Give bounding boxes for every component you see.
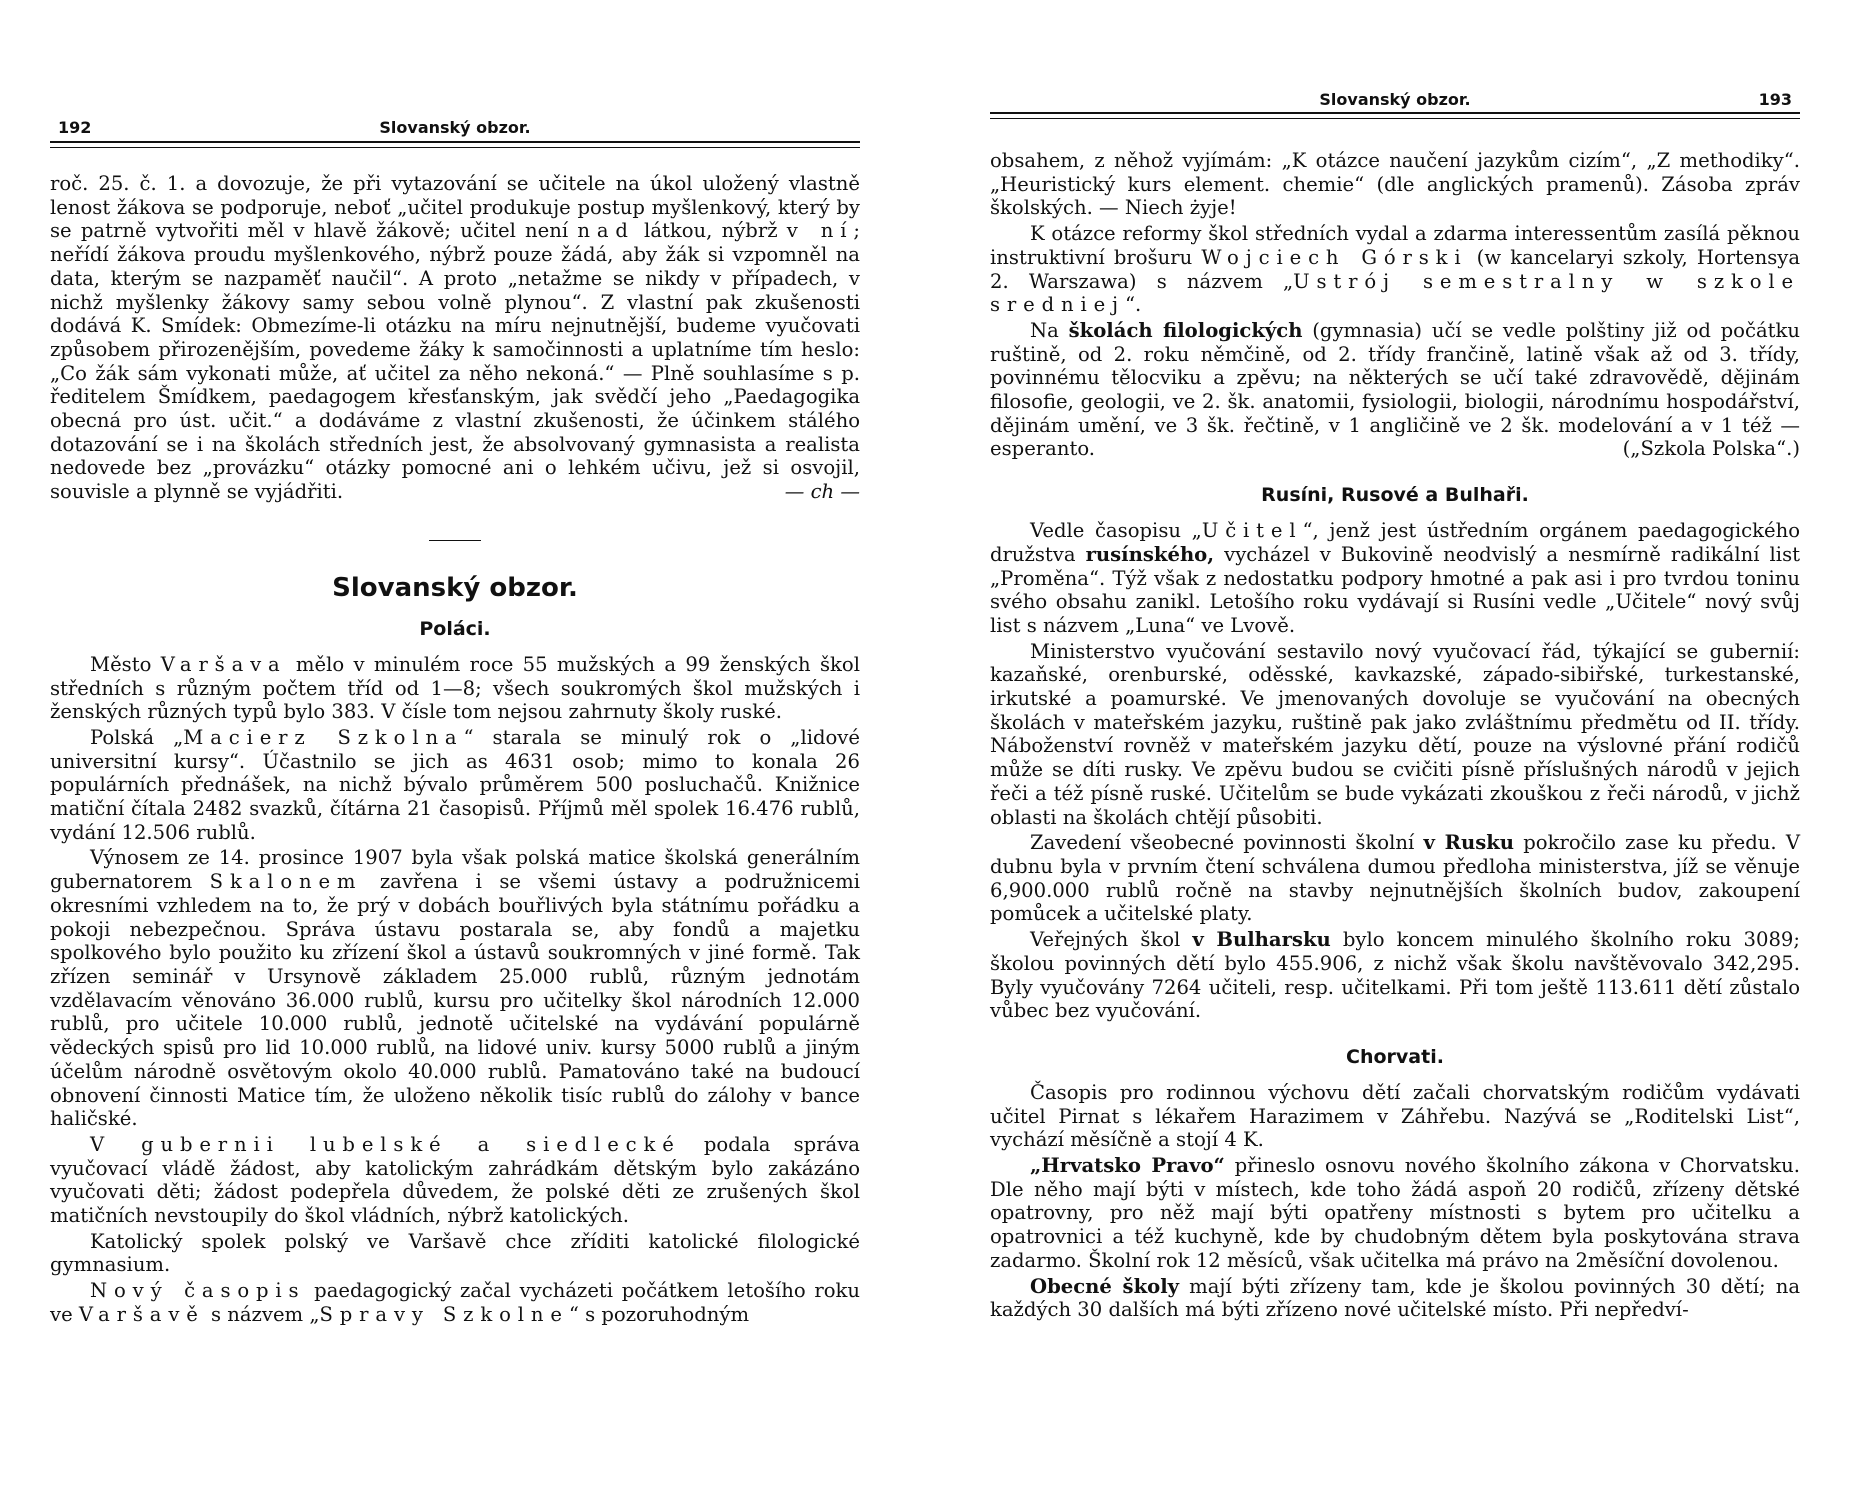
paragraph: „Hrvatsko Pravo“ přineslo osnovu nového školního zákona v Chorvatsku. Dle něho mají býti v místech, kde toho žádá aspoň 20 rodičů, zřízeny dětské opatrovny, pro něž mají býti opatřeny místnosti s bytem pro učitelku a opatrovnici a též kuchyně, kde by chudobným dětem byla poskytována strava zadarmo. Školní rok 12 měsíců, však učitelka má právo na 2měsíční dovolenou. xyxy=(990,1154,1800,1272)
left-body xyxy=(50,172,860,1327)
paragraph: Polská „Macierz Szkolna“ starala se minulý rok o „lidové universitní kursy“. Účastnilo se jich as 4631 osob; mimo to konala 26 populárních přednášek, na nichž bývalo průměrem 500 posluchačů. Knižnice matiční čítala 2482 svazků, čítárna 21 časopisů. Příjmů měl spolek 16.476 rublů, vydání 12.506 rublů. xyxy=(50,725,860,844)
running-title-left: Slovanský obzor. xyxy=(379,118,531,137)
paragraph: Na školách filologických (gymnasia) učí se vedle polštiny již od počátku ruštině, od 2. roku němčině, od 2. třídy frančině, latině však až od 3. třídy, povinnému tělocviku a zpěvu; na některých se učí také zdravovědě, dějinám filosofie, geologii, ve 2. šk. anatomii, fysiologii, biologii, národnímu hospodářství, dějinám umění, ve 3 šk. řečtině, v 1 angličině ve 2 šk. modelování a v 1 též — esperanto. („Szkola Polska“.) xyxy=(990,318,1801,461)
section-title: Slovanský obzor. xyxy=(332,572,578,603)
page-number-right: 193 xyxy=(1758,90,1792,109)
paragraph: Výnosem ze 14. prosince 1907 byla však polská matice školská generálním gubernatorem Skalonem zavřena i se všemi ústavy a podružnicemi okresními vzhledem na to, že prý v dobách bouřlivých byla státnímu pořádku a pokoji nebezpečnou. Správa ústavu postarala se, aby fondů a majetku spolkového bylo použito ku zřízení škol a ústavů soukromných v jiné formě. Tak zřízen seminář v Ursynově základem 25.000 rublů, různým jednotám vzdělavacím věnováno 36.000 rublů, kursu pro učitelky škol národních 12.000 rublů, pro učitele 10.000 rublů, jednotě učitelské na vydávání populárně vědeckých spisů pro lid 10.000 rublů, na lidové univ. kursy 5000 rublů a jiným účelům národně osvětovým okolo 40.000 rublů. Pamatováno také na budoucí obnovení činnosti Matice tím, že uloženo několik tisíc rublů do zálohy v bance haličské. xyxy=(50,846,860,1131)
header-rule-left-thin xyxy=(50,147,860,148)
signature: — ch — xyxy=(784,480,860,504)
paragraph: Město Varšava mělo v minulém roce 55 mužských a 99 ženských škol středních s různým počtem tříd od 1—8; všech soukromých škol mužských i ženských různých typů bylo 383. V čísle tom nejsou zahrnuty školy ruské. xyxy=(50,652,860,724)
header-rule-right xyxy=(990,112,1800,114)
running-title-right: Slovanský obzor. xyxy=(1319,90,1471,109)
continued-paragraph: roč. 25. č. 1. a dovozuje, že při vytazování se učitele na úkol uložený vlastně lenost žákova se podporuje, neboť „učitel produkuje postup myšlenkový, který by se patrně vytvořiti měl v hlavě žákově; učitel není nad látkou, nýbrž v ní; neřídí žákova proudu myšlenkového, nýbrž pouze žádá, aby žák si vzpomněl na data, kterým se nazpaměť naučil“. A proto „netažme se nikdy v případech, v nichž myšlenky žákovy samy sebou volně plynou“. Z vlastní pak zkušenosti dodává K. Smídek: Obmezíme-li otázku na míru nejnutnější, budeme vyučovati způsobem přirozenějším, povedeme žáky k samočinnosti a uplatníme tím heslo: „Co žák sám vykonati může, ať učitel za něho nekoná.“ — Plně souhlasíme s p. ředitelem Šmídkem, paedagogem křesťanským, jak svědčí jeho „Paedagogika obecná pro úst. učit.“ a dodáváme z vlastní zkušenosti, že účinkem stálého dotazování se i na školách středních jest, že absolvovaný gymnasista a realista nedovede bez „provázku“ otázky pomocné ani o lehkém učivu, jež si osvojil, souvisle a plynně se vyjádřiti. — ch — xyxy=(50,172,860,504)
paragraph: Časopis pro rodinnou výchovu dětí začali chorvatským rodičům vydávati učitel Pirnat s lékařem Harazimem v Záhřebu. Nazývá se „Roditelski List“, vychází měsíčně a stojí 4 K. xyxy=(990,1080,1800,1152)
heading-polaci: Poláci. xyxy=(419,617,491,640)
header-rule-right-thin xyxy=(990,118,1800,119)
paragraph: Zavedení všeobecné povinnosti školní v Rusku pokročilo zase ku předu. V dubnu byla v prvním čtení schválena dumou předloha ministerstva, jíž se věnuje 6,900.000 rublů ročně na stavby nejnutnějších školních budov, zakoupení pomůcek a učitelské platy. xyxy=(990,831,1800,926)
paragraph: K otázce reformy škol středních vydal a zdarma interessentům zasílá pěknou instruktivní brošuru Wojciech Górski (w kancelaryi szkoly, Hortensya 2. Warszawa) s názvem „Ustrój semestralny w szkole sredniej“. xyxy=(990,222,1801,317)
continued-paragraph: obsahem, z něhož vyjímám: „K otázce naučení jazykům cizím“, „Z methodiky“. „Heuristický kurs element. chemie“ (dle anglických pramenů). Zásoba zpráv školských. — Niech żyje! xyxy=(990,149,1800,220)
paragraph: Obecné školy mají býti zřízeny tam, kde je školou povinných 30 dětí; na každých 30 dalších má býti zřízeno nové učitelské místo. Při nepředví- xyxy=(990,1274,1801,1322)
right-body xyxy=(990,149,1800,1322)
heading-rusini: Rusíni, Rusové a Bulhaři. xyxy=(1261,484,1529,507)
paragraph: V gubernii lubelské a siedlecké podala správa vyučovací vládě žádost, aby katolickým zahrádkám dětským bylo zakázáno vyučovati děti; žádost podepřela důvedem, že polské děti ze zrušených škol matičních nevstoupily do škol vládních, nýbrž katolických. xyxy=(50,1132,860,1228)
paragraph: Nový časopis paedagogický začal vycházeti počátkem letošího roku ve Varšavě s názvem „Spravy Szkolne“ s pozoruhodným xyxy=(50,1279,860,1326)
paragraph: Katolický spolek polský ve Varšavě chce zříditi katolické filologické gymnasium. xyxy=(50,1229,860,1277)
paragraph: Ministerstvo vyučování sestavilo nový vyučovací řád, týkající se gubernií: kazaňské, orenburské, oděsské, kavkazské, západo-sibiřské, turkestanské, irkutské a poamurské. Ve jmenovaných dovoluje se vyučování na obecných školách v mateřském jazyku, ruštině pak jako zvláštnímu předmětu od II. třídy. Náboženství rovněž v mateřském jazyku dětí, pouze na výslovné přání rodičů může se díti rusky. Ve zpěvu budou se cvičiti písně příslušných národů v jejich řeči a též písně ruské. Učitelům se bude vykázati zkouškou z řeči národů, v jichž oblasti na školách chtějí působiti. xyxy=(990,639,1800,829)
paragraph: Veřejných škol v Bulharsku bylo koncem minulého školního roku 3089; školou povinných dětí bylo 455.906, z nichž však školu navštěvovalo 342,295. Byly vyučovány 7264 učiteli, resp. učitelkami. Při tom ještě 113.611 dětí zůstalo vůbec bez vyučování. xyxy=(990,928,1800,1023)
paragraph: Vedle časopisu „Učitel“, jenž jest ústředním orgánem paedagogického družstva rusínského, vycházel v Bukovině neodvislý a nesmírně radikální list „Proměna“. Týž však z nedostatku podpory hmotné a pak asi i pro tvrdou toninu svého obsahu zanikl. Letošího roku vydávají si Rusíni vedle „Učitele“ nový svůj list s názvem „Luna“ ve Lvově. xyxy=(990,519,1800,637)
page-number-left: 192 xyxy=(58,118,92,137)
source-note: („Szkola Polska“.) xyxy=(1622,437,1800,461)
heading-chorvati: Chorvati. xyxy=(1346,1045,1444,1068)
section-divider xyxy=(429,540,481,541)
header-rule-left xyxy=(50,141,860,143)
